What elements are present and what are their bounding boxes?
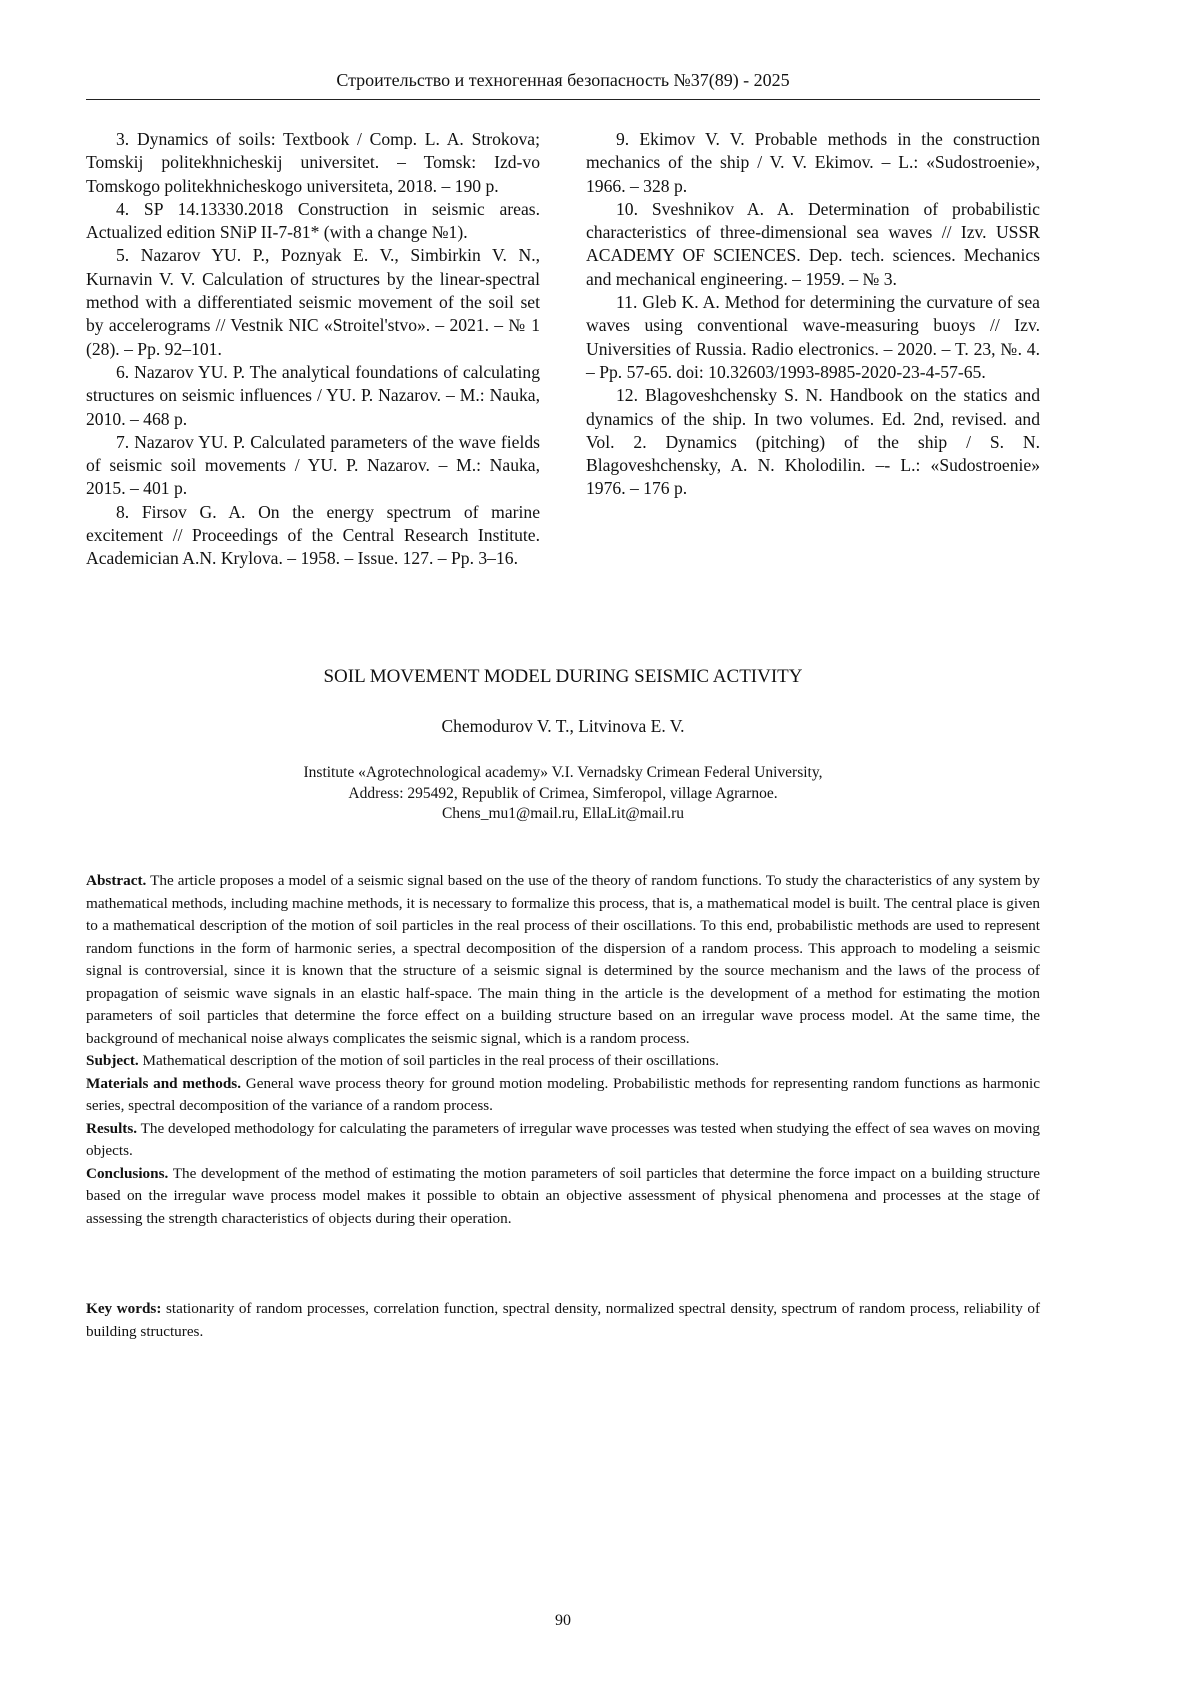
subject-paragraph [86,1050,1040,1073]
results-paragraph [86,1118,1040,1163]
materials-text: General wave process theory for ground motion modeling. Probabilistic methods for representing random functions as harmonic series, spectral decomposition of the variance of a random process. [86,1074,1041,1114]
author-affiliation [86,763,1040,825]
conclusions-paragraph [86,1163,1040,1231]
results-text: The developed methodology for calculating the parameters of irregular wave processes was tested when studying the effect of sea waves on moving objects. [86,1119,1040,1159]
article-title: SOIL MOVEMENT MODEL DURING SEISMIC ACTIVITY [323,666,803,687]
reference-item-7: 7. Nazarov YU. P. Calculated parameters of the wave fields of seismic soil movements / YU. P. Nazarov. – M.: Nauka, 2015. – 401 p. [86,431,540,499]
conclusions-label: Conclusions. [86,1164,169,1182]
abstract-text: The article proposes a model of a seismic signal based on the use of the theory of random functions. To study the characteristics of any system by mathematical methods, including machine methods, it is necessary to formalize this process, that is, a mathematical model is built. The central place is given to a mathematical description of the motion of soil particles in the real process of their oscillations. To this end, probabilistic methods are used to represent random functions in the form of harmonic series, a spectral decomposition of the dispersion of a random process. This approach to modeling a seismic signal is controversial, since it is known that the structure of a seismic signal is determined by the source mechanism and the laws of the process of propagation of seismic wave signals in an elastic half-space. The main thing in the article is the development of a method for estimating the motion parameters of soil particles that determine the force effect on a building structure based on an irregular wave process model. At the same time, the background of mechanical noise always complicates the seismic signal, which is a random process. [86,872,1041,1047]
affiliation-address: Address: 295492, Republik of Crimea, Simferopol, village Agrarnoe. [348,784,778,802]
subject-label: Subject. [86,1052,139,1069]
article-authors: Chemodurov V. T., Litvinova E. V. [441,716,685,736]
materials-paragraph [86,1073,1040,1118]
reference-item-5: 5. Nazarov YU. P., Poznyak E. V., Simbirkin V. N., Kurnavin V. V. Calculation of structures by the linear-spectral method with a differentiated seismic movement of the soil set by accelerograms // Vestnik NIC «Stroitel'stvo». – 2021. – № 1 (28). – Pp. 92–101. [86,245,540,359]
reference-item-8: 8. Firsov G. A. On the energy spectrum of marine excitement // Proceedings of the Central Research Institute. Academician A.N. Krylova. – 1958. – Issue. 127. – Pp. 3–16. [86,501,540,569]
conclusions-text: The development of the method of estimating the motion parameters of soil particles that determine the force impact on a building structure based on the irregular wave process model makes it possible to obtain an objective assessment of physical phenomena and processes at the stage of assessing the strength characteristics of objects during their operation. [86,1164,1040,1227]
references-section [86,128,1040,571]
reference-item-11: 11. Gleb K. A. Method for determining the curvature of sea waves using conventional wave-measuring buoys // Izv. Universities of Russia. Radio electronics. – 2020. – T. 23, №. 4. – Pp. 57-65. doi: 10.32603/1993-8985-2020-23-4-57-65. [586,292,1040,382]
affiliation-emails: Chens_mu1@mail.ru, EllaLit@mail.ru [441,805,685,822]
abstract-block [86,870,1040,1230]
page-number: 90 [555,1612,571,1629]
reference-item-3: 3. Dynamics of soils: Textbook / Comp. L. A. Strokova; Tomskij politekhnicheskij universitet. – Tomsk: Izd-vo Tomskogo politekhnicheskogo universiteta, 2018. – 190 p. [86,129,540,196]
keywords-label: Key words: [86,1300,162,1317]
abstract-paragraph [86,870,1040,1050]
reference-item-4: 4. SP 14.13330.2018 Construction in seismic areas. Actualized edition SNiP II-7-81* (with a change №1). [86,198,540,243]
keywords-paragraph [86,1298,1040,1343]
materials-label: Materials and methods. [86,1074,242,1092]
affiliation-institute: Institute «Agrotechnological academy» V.I. Vernadsky Crimean Federal University, [303,764,823,781]
subject-text: Mathematical description of the motion of soil particles in the real process of their oscillations. [142,1052,720,1069]
references-right-column [586,128,1040,571]
results-label: Results. [86,1119,138,1137]
keywords-text: stationarity of random processes, correlation function, spectral density, normalized spectral density, spectrum of random process, reliability of building structures. [86,1300,1040,1340]
reference-item-6: 6. Nazarov YU. P. The analytical foundations of calculating structures on seismic influences / YU. P. Nazarov. – M.: Nauka, 2010. – 468 p. [86,361,540,429]
references-left-column [86,128,540,571]
reference-item-10: 10. Sveshnikov A. A. Determination of probabilistic characteristics of three-dimensional sea waves // Izv. USSR ACADEMY OF SCIENCES. Dep. tech. sciences. Mechanics and mechanical engineering. – 1959. – № 3. [586,198,1040,289]
reference-item-9: 9. Ekimov V. V. Probable methods in the construction mechanics of the ship / V. V. Ekimov. – L.: «Sudostroenie», 1966. – 328 p. [586,129,1040,196]
reference-item-12: 12. Blagoveshchensky S. N. Handbook on the statics and dynamics of the ship. In two volumes. Ed. 2nd, revised. and Vol. 2. Dynamics (pitching) of the ship / S. N. Blagoveshchensky, A. N. Kholodilin. –- L.: «Sudostroenie» 1976. – 176 p. [586,385,1040,499]
running-head: Строительство и техногенная безопасность №37(89) - 2025 [86,70,1040,100]
abstract-label: Abstract. [86,872,147,889]
